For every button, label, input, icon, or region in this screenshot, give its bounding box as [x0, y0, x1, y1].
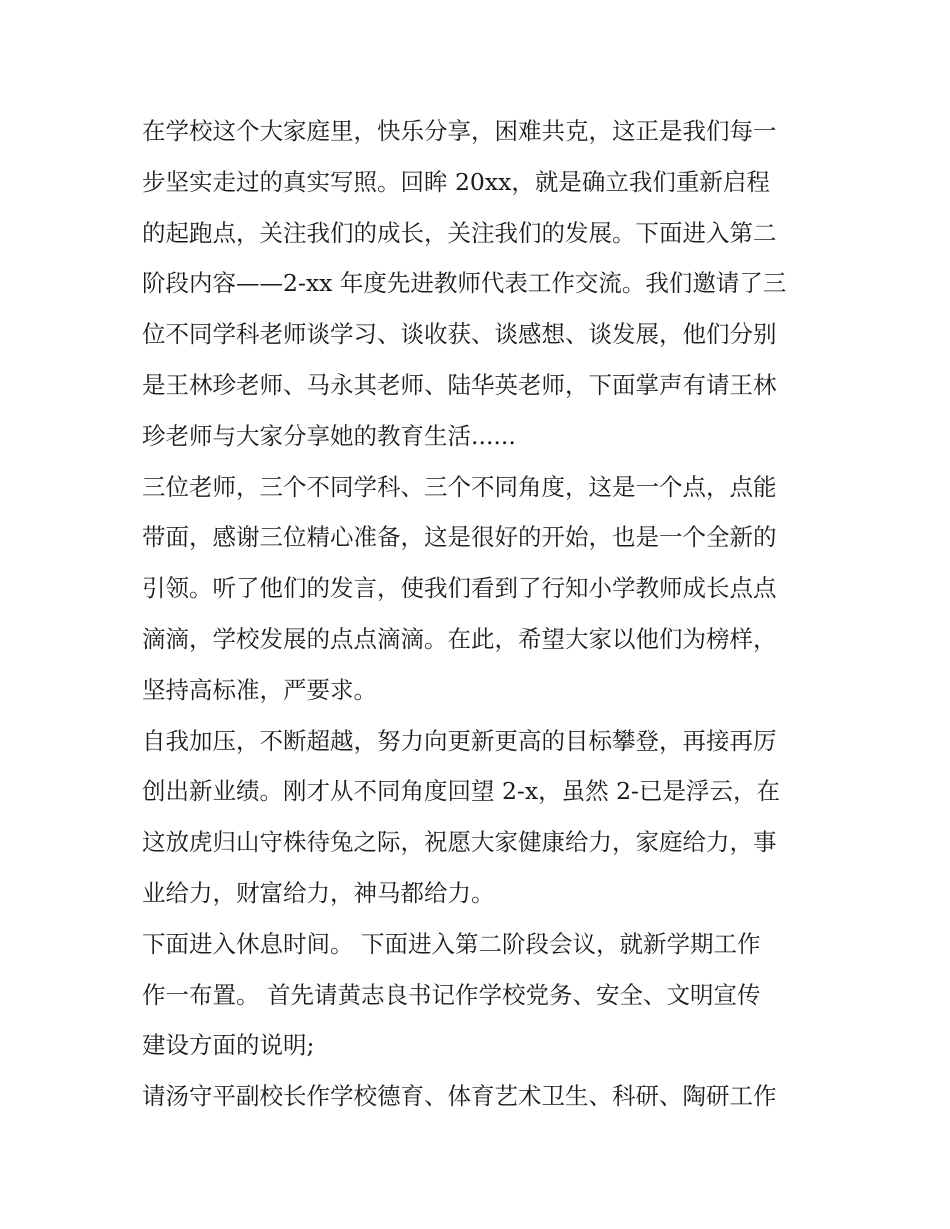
text-line: 请汤守平副校长作学校德育、体育艺术卫生、科研、陶研工作 [142, 1082, 777, 1111]
text-line: 引领。听了他们的发言，使我们看到了行知小学教师成长点点 [142, 574, 777, 603]
text-line: 建设方面的说明; [142, 1031, 315, 1060]
text-line: 滴滴，学校发展的点点滴滴。在此，希望大家以他们为榜样， [142, 624, 777, 653]
text-line: 作一布置。 首先请黄志良书记作学校党务、安全、文明宣传 [142, 980, 761, 1009]
text-line: 这放虎归山守株待兔之际，祝愿大家健康给力，家庭给力，事 [142, 828, 777, 857]
text-line: 带面，感谢三位精心准备，这是很好的开始，也是一个全新的 [142, 523, 777, 552]
text-line: 创出新业绩。刚才从不同角度回望 2-x，虽然 2-已是浮云，在 [142, 777, 780, 806]
text-line: 是王林珍老师、马永其老师、陆华英老师，下面掌声有请王林 [142, 370, 777, 399]
text-line: 的起跑点，关注我们的成长，关注我们的发展。下面进入第二 [142, 218, 777, 247]
text-line: 坚持高标准，严要求。 [142, 675, 377, 704]
text-line: 珍老师与大家分享她的教育生活...... [142, 421, 516, 450]
text-line: 自我加压，不断超越，努力向更新更高的目标攀登，再接再厉 [142, 726, 777, 755]
text-line: 阶段内容——2-xx 年度先进教师代表工作交流。我们邀请了三 [142, 269, 787, 298]
text-line: 步坚实走过的真实写照。回眸 20xx，就是确立我们重新启程 [142, 167, 770, 196]
document-body [142, 106, 812, 1122]
text-line: 三位老师，三个不同学科、三个不同角度，这是一个点，点能 [142, 472, 777, 501]
text-line: 业给力，财富给力，神马都给力。 [142, 878, 495, 907]
text-line: 位不同学科老师谈学习、谈收获、谈感想、谈发展，他们分别 [142, 320, 777, 349]
text-line: 在学校这个大家庭里，快乐分享，困难共克，这正是我们每一 [142, 117, 777, 145]
text-line: 下面进入休息时间。 下面进入第二阶段会议，就新学期工作 [142, 929, 761, 958]
